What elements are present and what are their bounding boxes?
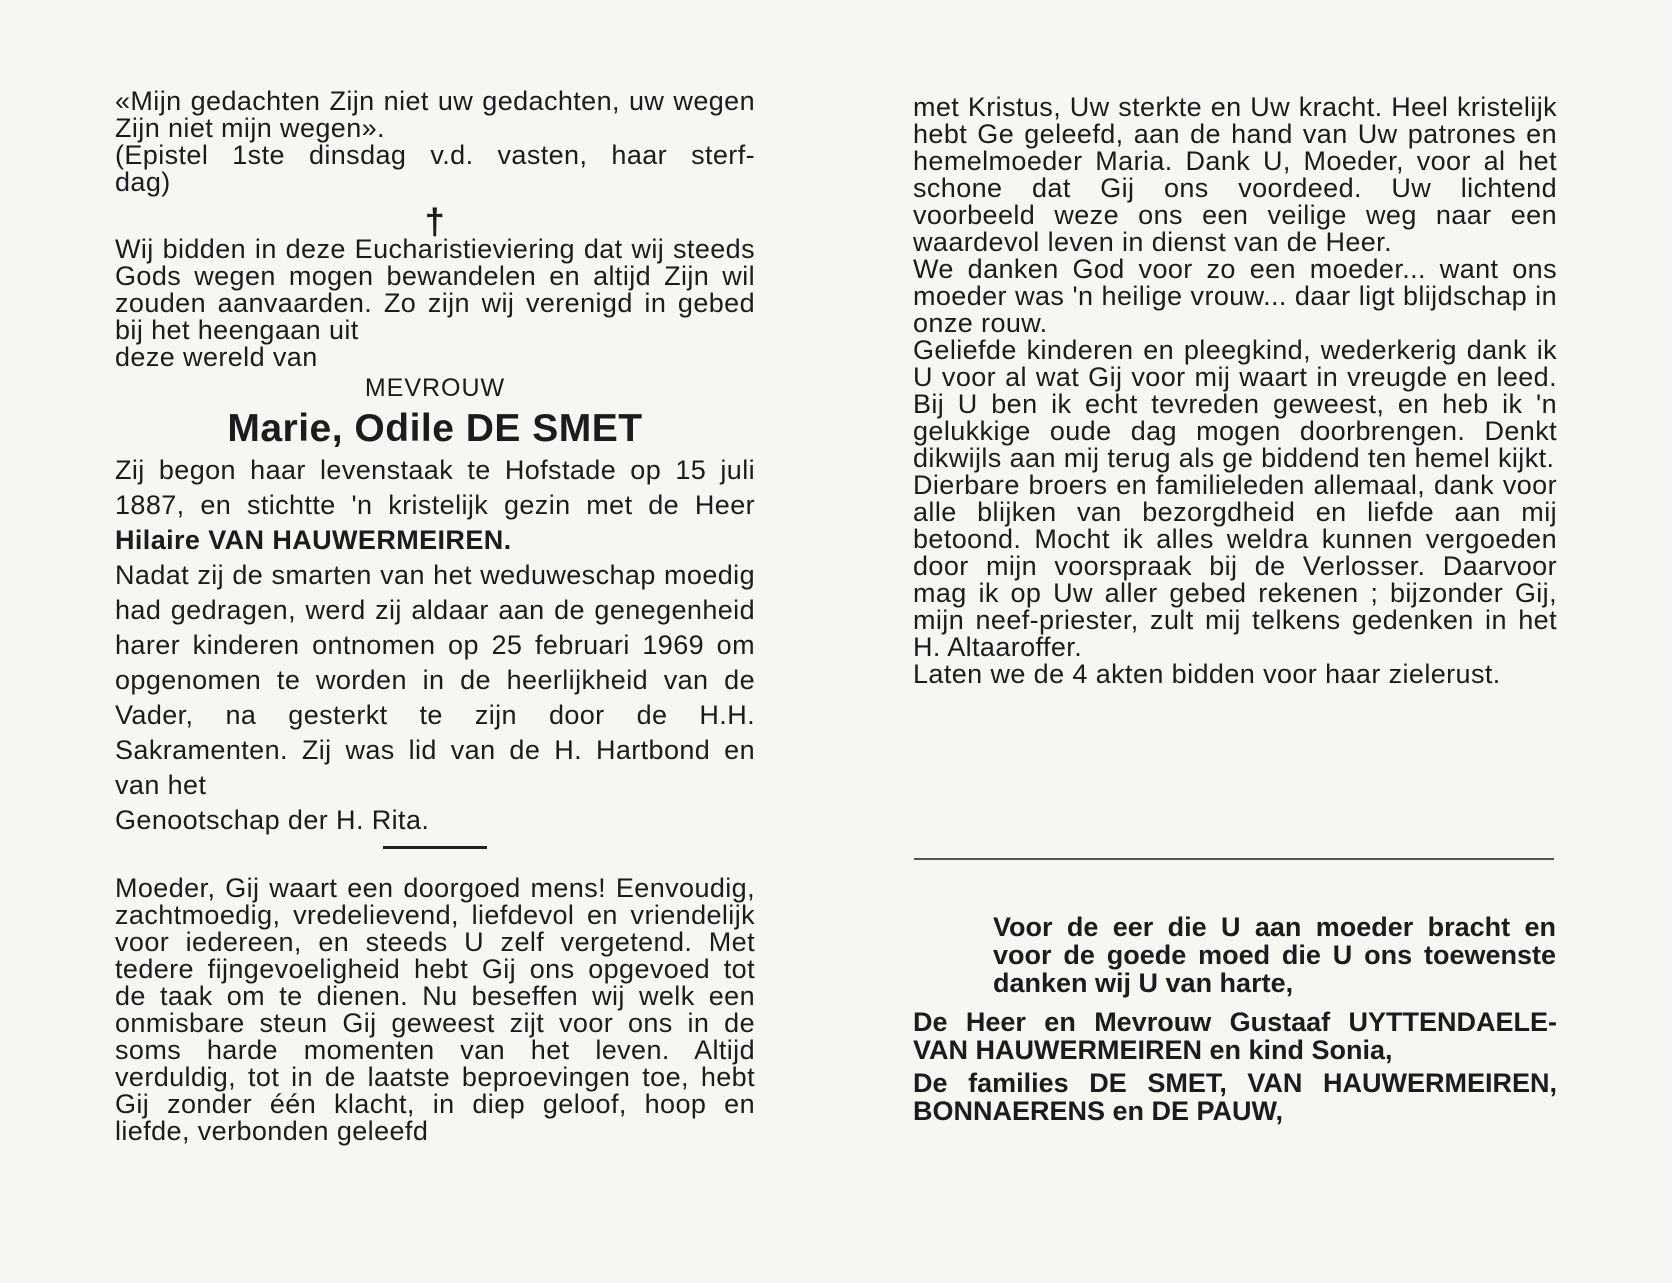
right-column <box>913 94 1557 688</box>
divider <box>383 846 487 849</box>
deceased-name: Marie, Odile DE SMET <box>227 407 643 450</box>
biography-text: Zij begon haar levenstaak te Hofstade op 15 juli 1887, en stichtte 'n kristelijk gezin met de Heer <box>115 455 755 520</box>
honorific-title: MEVROUW <box>364 374 506 402</box>
family-line-1: De Heer en Mevrouw Gustaaf UYTTENDAELE-VAN HAUWERMEIREN en kind Sonia, <box>913 1007 1557 1065</box>
epistle-reference: (Epistel 1ste dinsdag v.d. vasten, haar sterf- <box>115 140 755 170</box>
prayer-text-end: deze wereld van <box>115 342 318 372</box>
section-divider <box>914 858 1554 860</box>
family-line-2: De families DE SMET, VAN HAUWERMEIREN, BONNAERENS en DE PAUW, <box>913 1068 1557 1126</box>
biography-intro <box>115 453 755 558</box>
prayer-text: Wij bidden in deze Eucharistieviering dat wij steeds Gods wegen mogen bewandelen en altijd Zijn wil zouden aanvaarden. Zo zijn wij verenigd in gebed bij het heengaan uit <box>115 234 755 345</box>
biography-text-2: Nadat zij de smarten van het weduweschap moedig had gedragen, werd zij aldaar aan de genegenheid harer kinderen ontnomen op 25 februari 1969 om opgenomen te worden in de heerlijkheid van de Vader, na gesterkt te zijn door de H.H. Sakramenten. Zij was lid van de H. Hartbond en van het <box>115 560 755 800</box>
scripture-quote: «Mijn gedachten Zijn niet uw gedachten, uw wegen Zijn niet mijn wegen». <box>115 86 755 143</box>
epistle-reference-end: dag) <box>115 167 171 197</box>
prayer-request: Laten we de 4 akten bidden voor haar zielerust. <box>913 659 1501 689</box>
thanks-to-god: We danken God voor zo een moeder... want ons moeder was 'n heilige vrouw... daar ligt blijdschap in onze rouw. <box>913 254 1557 338</box>
tribute-text: Moeder, Gij waart een doorgoed mens! Eenvoudig, zachtmoedig, vredelievend, liefdevol en vriendelijk voor iedereen, en steeds U zelf vergetend. Met tedere fijngevoeligheid hebt Gij ons opgevoed tot de taak om te dienen. Nu beseffen wij welk een onmisbare steun Gij geweest zijt voor ons in de soms harde momenten van het leven. Altijd verduldig, tot in de laatste beproevingen toe, hebt Gij zonder één klacht, in diep geloof, hoop en liefde, verbonden geleefd <box>115 873 755 1146</box>
families-section <box>913 1008 1557 1125</box>
cross-icon: † <box>424 201 446 242</box>
thanks-text: Voor de eer die U aan moeder bracht en voor de goede moed die U ons toewenste danken wij U van harte, <box>993 912 1556 998</box>
biography-text-end: Genootschap der H. Rita. <box>115 805 430 835</box>
husband-name: Hilaire VAN HAUWERMEIREN. <box>115 525 512 555</box>
message-to-children: Geliefde kinderen en pleegkind, wederkerig dank ik U voor al wat Gij voor mij waart in vreugde en leed. Bij U ben ik echt tevreden geweest, en heb ik 'n gelukkige oude dag mogen doorbrengen. Denkt dikwijls aan mij terug als ge biddend ten hemel kijkt. <box>913 335 1557 473</box>
left-column <box>115 88 755 1145</box>
message-to-family: Dierbare broers en familieleden allemaal, dank voor alle blijken van bezorgdheid en liefde aan mij betoond. Mocht ik alles weldra kunnen vergoeden door mijn voorspraak bij de Verlosser. Daarvoor mag ik op Uw aller gebed rekenen ; bijzonder Gij, mijn neef-priester, zult mij telkens gedenken in het H. Altaaroffer. <box>913 470 1557 662</box>
tribute-continued: met Kristus, Uw sterkte en Uw kracht. Heel kristelijk hebt Ge geleefd, aan de hand van Uw patrones en hemelmoeder Maria. Dank U, Moeder, voor al het schone dat Gij ons voordeed. Uw lichtend voorbeeld weze ons een veilige weg naar een waardevol leven in dienst van de Heer. <box>913 92 1557 257</box>
thanks-section <box>993 913 1556 997</box>
